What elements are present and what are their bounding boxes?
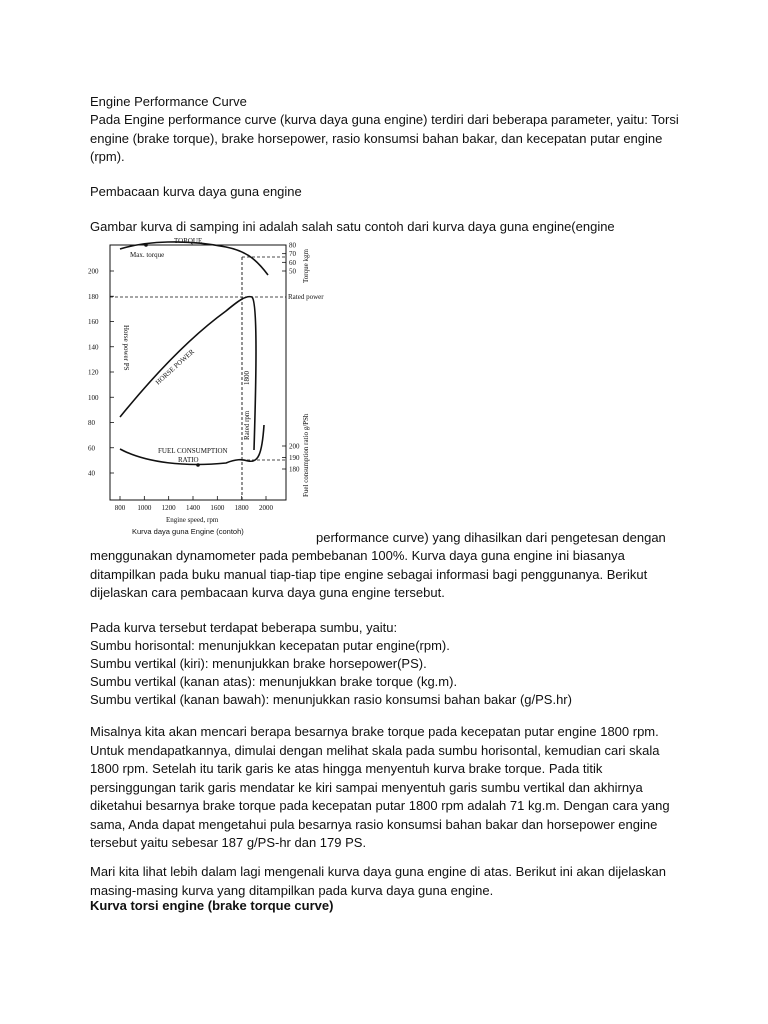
- y-right-top-tick-label: 50: [289, 267, 296, 276]
- figure-caption: Kurva daya guna Engine (contoh): [132, 527, 244, 536]
- y-left-tick-label: 160: [88, 318, 99, 326]
- intro-paragraph: Pada Engine performance curve (kurva daya guna engine) terdiri dari beberapa parameter, yaitu: Torsi engine (brake torque), brake horsepower, rasio konsumsi bahan bakar, dan kecepatan putar engine (rpm).: [90, 112, 679, 164]
- x-tick-label: 2000: [259, 504, 273, 512]
- y-right-bottom-tick-label: 190: [289, 454, 300, 462]
- x-tick-label: 1000: [137, 504, 152, 512]
- y-right-bottom-label: Fuel consumption ratio g/PSh: [302, 413, 310, 497]
- max-torque-label: Max. torque: [130, 251, 165, 259]
- rated-rpm-label: Rated rpm: [243, 410, 251, 440]
- axis-line-2: Sumbu vertikal (kiri): menunjukkan brake horsepower(PS).: [90, 656, 427, 671]
- y-left-tick-label: 60: [88, 444, 95, 453]
- y-left-tick-label: 80: [88, 419, 95, 427]
- axis-line-4: Sumbu vertikal (kanan bawah): menunjukkan rasio konsumsi bahan bakar (g/PS.hr): [90, 692, 572, 707]
- x-tick-label: 800: [114, 504, 126, 512]
- y-left-tick-label: 40: [88, 469, 95, 478]
- fuel-label-1: FUEL CONSUMPTION: [158, 447, 228, 455]
- rated-rpm-value: 1800: [243, 371, 251, 385]
- figure-after-text: performance curve) yang dihasilkan dari pengetesan dengan: [316, 530, 666, 545]
- max-torque-point: [144, 243, 148, 247]
- section-title: Pembacaan kurva daya guna engine: [90, 184, 302, 199]
- y-right-top-label: Torque kgm: [302, 249, 310, 283]
- y-left-tick-label: 200: [88, 267, 99, 276]
- rated-power-label: Rated power: [288, 293, 324, 301]
- axes-intro: Pada kurva tersebut terdapat beberapa sumbu, yaitu:: [90, 620, 398, 635]
- example-paragraph: Misalnya kita akan mencari berapa besarnya brake torque pada kecepatan putar engine 1800 rpm. Untuk mendapatkannya, dimulai dengan melihat skala pada sumbu horisontal, kemudian cari skala 1800 rpm. Setelah itu tarik garis ke atas hingga menyentuh kurva brake torque. Pada titik persinggungan tarik garis mendatar ke kiri sampai menyentuh garis sumbu vertikal dan akhirnya diketahui besarnya brake torque pada kecepatan putar 1800 rpm adalah 71 kg.m. Dengan cara yang sama, Anda dapat mengetahui pula besarnya rasio konsumsi bahan bakar dan horsepower engine tersebut yaitu sebesar 187 g/PS-hr dan 179 PS.: [90, 724, 670, 850]
- continued-paragraph: menggunakan dynamometer pada pembebanan 100%. Kurva daya guna engine ini biasanya ditampilkan pada buku manual tiap-tiap tipe engine sebagai informasi bagi penggunanya. Berikut dijelaskan cara pembacaan kurva daya guna engine tersebut.: [90, 548, 648, 600]
- x-tick-label: 1400: [186, 504, 200, 512]
- horse-power-label: HORSE POWER: [153, 347, 196, 387]
- y-left-tick-label: 180: [88, 292, 99, 301]
- y-right-top-tick-label: 80: [289, 241, 296, 250]
- x-axis-label: Engine speed, rpm: [166, 516, 219, 524]
- y-left-tick-label: 120: [88, 368, 99, 377]
- y-right-top-tick-label: 70: [289, 250, 296, 259]
- x-tick-label: 1600: [210, 504, 225, 512]
- horse-power-curve: [120, 297, 256, 450]
- x-tick-label: 1200: [161, 504, 176, 512]
- y-left-tick-label: 100: [88, 393, 99, 402]
- x-tick-label: 1800: [234, 504, 249, 512]
- y-right-bottom-tick-label: 180: [289, 465, 300, 474]
- y-left-label: Horse power PS: [122, 325, 130, 371]
- fuel-label-2: RATIO: [178, 456, 199, 464]
- page-heading: Engine Performance Curve: [90, 94, 247, 109]
- y-right-top-tick-label: 60: [289, 258, 296, 267]
- engine-performance-figure: [86, 235, 324, 536]
- figure-intro-line: Gambar kurva di samping ini adalah salah satu contoh dari kurva daya guna engine(engine: [90, 219, 615, 234]
- y-left-tick-label: 140: [88, 343, 99, 352]
- closing-paragraph: Mari kita lihat lebih dalam lagi mengenali kurva daya guna engine di atas. Berikut ini akan dijelaskan masing-masing kurva yang ditampilkan pada kurva daya guna engine.: [90, 864, 666, 898]
- axis-line-1: Sumbu horisontal: menunjukkan kecepatan putar engine(rpm).: [90, 638, 450, 653]
- torque-label: TORQUE: [174, 237, 203, 245]
- y-right-bottom-tick-label: 200: [289, 442, 300, 451]
- axis-line-3: Sumbu vertikal (kanan atas): menunjukkan brake torque (kg.m).: [90, 674, 458, 689]
- subheading: Kurva torsi engine (brake torque curve): [90, 898, 334, 913]
